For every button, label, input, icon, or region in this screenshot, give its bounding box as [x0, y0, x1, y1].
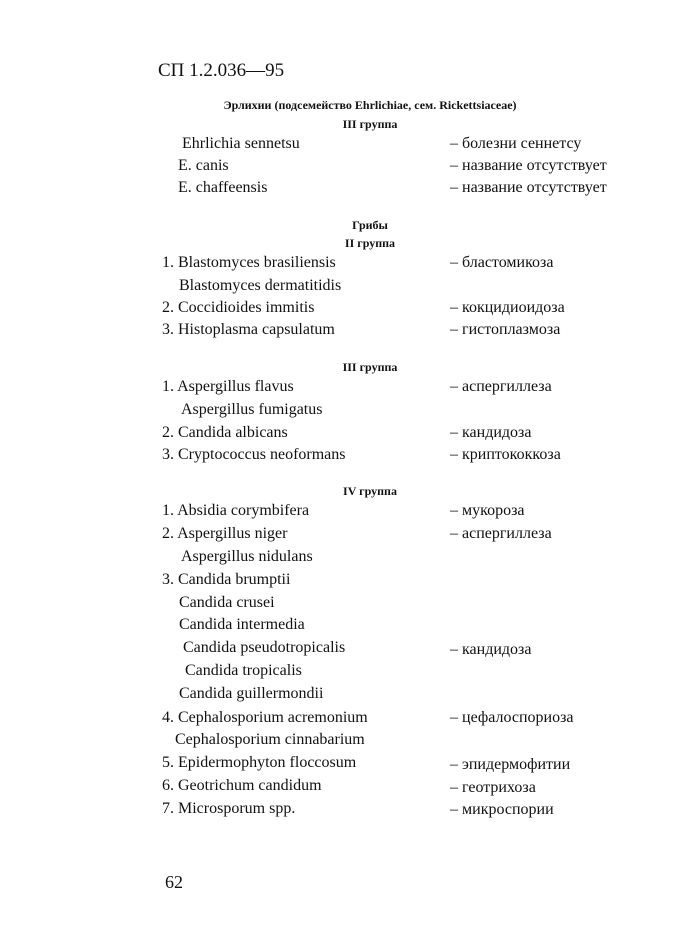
organism-name: 4. Cephalosporium acremonium [162, 709, 368, 726]
disease-name: – кандидоза [450, 641, 532, 658]
organism-name: 1. Blastomyces brasiliensis [162, 254, 336, 271]
organism-name: E. chaffeensis [178, 179, 268, 196]
organism-name: Candida crusei [179, 594, 275, 611]
disease-name: – кандидоза [450, 424, 532, 441]
organism-name: Candida guillermondii [179, 685, 324, 702]
disease-name: – кокцидиоидоза [450, 299, 565, 316]
disease-name: – мукороза [450, 502, 525, 519]
organism-name: 1. Absidia corymbifera [162, 502, 310, 519]
fungi-group-2-title: II группа [344, 236, 396, 250]
organism-name: 2. Candida albicans [162, 424, 288, 441]
fungi-group-4-title: IV группа [343, 484, 397, 498]
organism-name: E. canis [178, 157, 229, 174]
organism-name: 3. Candida brumptii [162, 571, 291, 588]
disease-name: – микроспории [450, 801, 554, 818]
organism-name: Aspergillus fumigatus [181, 401, 323, 418]
page-number: 62 [165, 872, 183, 892]
organism-name: 6. Geotrichum candidum [162, 777, 322, 794]
disease-name: – цефалоспориоза [450, 709, 574, 726]
organism-name: 2. Coccidioides immitis [162, 299, 315, 316]
disease-name: – криптококкоза [450, 446, 561, 463]
fungi-group-3-title: III группа [342, 360, 398, 374]
ehrlichia-section-title: Эрлихии (подсемейство Ehrlichiae, сем. Rickettsiaceae) [223, 98, 517, 112]
organism-name: 3. Cryptococcus neoformans [162, 446, 346, 463]
organism-name: 1. Aspergillus flavus [162, 378, 294, 395]
disease-name: – эпидермофитии [450, 756, 571, 773]
disease-name: – геотрихоза [450, 779, 536, 796]
organism-name: Candida pseudotropicalis [183, 639, 346, 656]
document-header: СП 1.2.036—95 [158, 60, 285, 81]
disease-name: – название отсутствует [450, 157, 607, 174]
organism-name: Blastomyces dermatitidis [179, 277, 342, 294]
organism-name: Aspergillus nidulans [181, 548, 313, 565]
organism-name: Candida tropicalis [185, 662, 302, 679]
organism-name: 7. Microsporum spp. [162, 800, 296, 817]
organism-name: Cephalosporium cinnabarium [175, 731, 365, 748]
fungi-section-title: Грибы [352, 218, 388, 232]
organism-name: Ehrlichia sennetsu [182, 135, 300, 152]
organism-name: 3. Histoplasma capsulatum [162, 321, 335, 338]
organism-name: 5. Epidermophyton floccosum [162, 754, 357, 771]
disease-name: – гистоплазмоза [450, 321, 561, 338]
organism-name: 2. Aspergillus niger [162, 525, 288, 542]
ehrlichia-group-title: III группа [342, 117, 398, 131]
disease-name: – название отсутствует [450, 179, 607, 196]
organism-name: Candida intermedia [179, 616, 305, 633]
disease-name: – бластомикоза [450, 254, 554, 271]
disease-name: – аспергиллеза [450, 525, 552, 542]
disease-name: – болезни сеннетсу [450, 135, 582, 152]
disease-name: – аспергиллеза [450, 378, 552, 395]
